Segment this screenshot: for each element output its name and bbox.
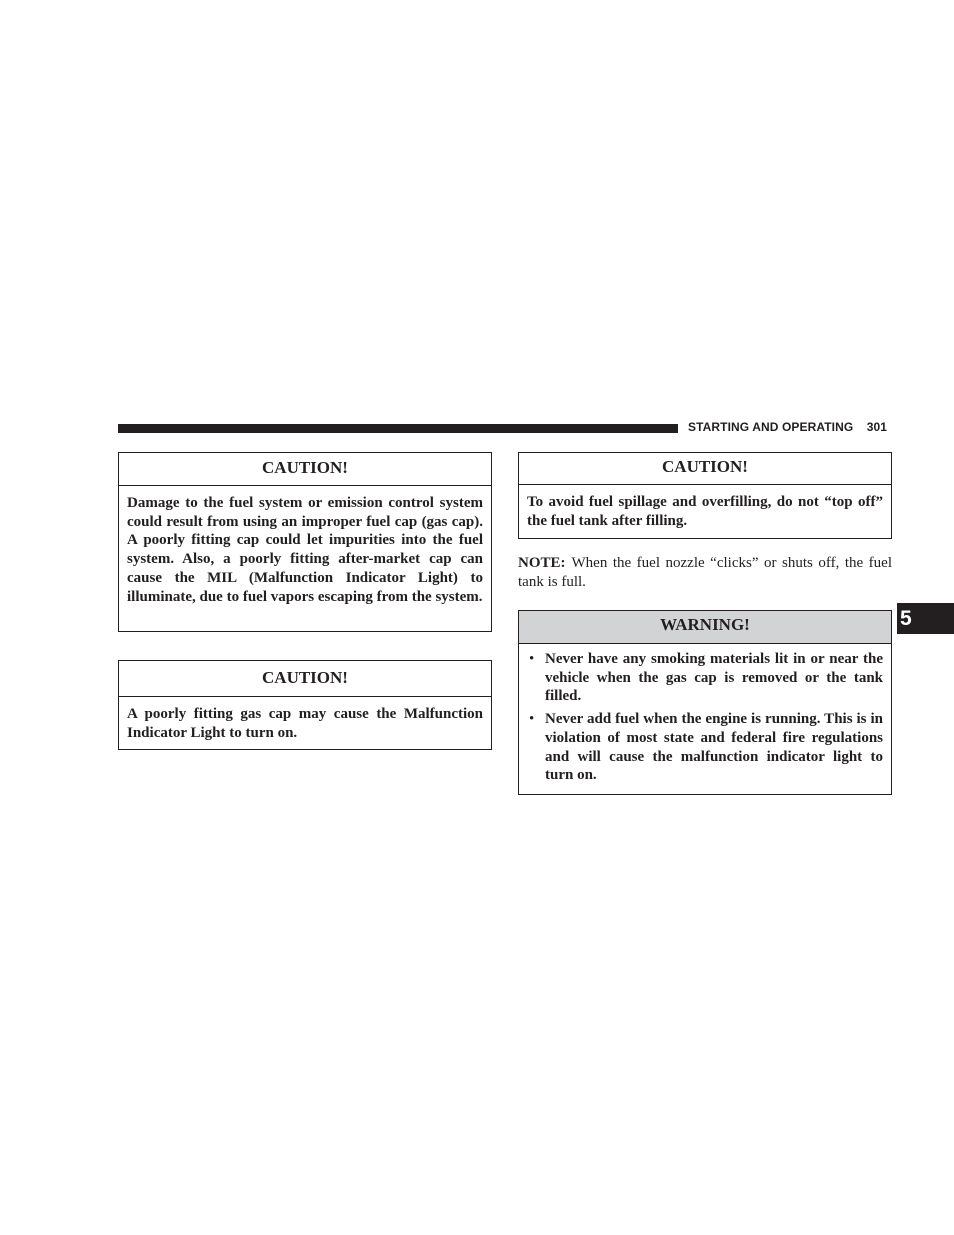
caution-title: CAUTION! bbox=[119, 453, 491, 486]
warning-list bbox=[519, 644, 891, 785]
caution-body: To avoid fuel spillage and overfilling, do not “top off” the fuel tank after filling. bbox=[527, 494, 883, 529]
bullet-icon: • bbox=[529, 651, 535, 667]
caution-title: CAUTION! bbox=[119, 661, 491, 697]
warning-item-text: Never have any smoking materials lit in or near the vehicle when the gas cap is removed or the tank filled. bbox=[545, 651, 883, 705]
warning-list-item bbox=[527, 710, 883, 785]
bullet-icon: • bbox=[529, 711, 535, 728]
caution-box-overfill bbox=[518, 452, 892, 539]
note-paragraph bbox=[518, 554, 892, 591]
warning-item-text: Never add fuel when the engine is running. This is in violation of most state and federal fire regulations and will cause the malfunction indicator light to turn on. bbox=[545, 711, 883, 784]
caution-box-fuel-system bbox=[118, 452, 492, 632]
warning-box bbox=[518, 610, 892, 795]
caution-title: CAUTION! bbox=[519, 453, 891, 485]
header-rule bbox=[118, 424, 678, 433]
caution-body: Damage to the fuel system or emission control system could result from using an improper fuel cap (gas cap). A poorly fitting cap could let impurities into the fuel system. Also, a poorly fitting after-market cap can cause the MIL (Malfunction Indicator Light) to illuminate, due to fuel vapors escaping from the system. bbox=[127, 495, 483, 605]
warning-list-item bbox=[527, 650, 883, 706]
caution-box-gas-cap bbox=[118, 660, 492, 750]
note-text: When the fuel nozzle “clicks” or shuts off, the fuel tank is full. bbox=[518, 555, 892, 590]
note-label: NOTE: bbox=[518, 555, 566, 571]
caution-body: A poorly fitting gas cap may cause the Malfunction Indicator Light to turn on. bbox=[127, 706, 483, 741]
chapter-tab: 5 bbox=[897, 603, 954, 634]
running-header bbox=[688, 420, 887, 434]
warning-title: WARNING! bbox=[519, 611, 891, 644]
page-number: 301 bbox=[866, 420, 888, 434]
section-title: STARTING AND OPERATING bbox=[688, 420, 854, 434]
